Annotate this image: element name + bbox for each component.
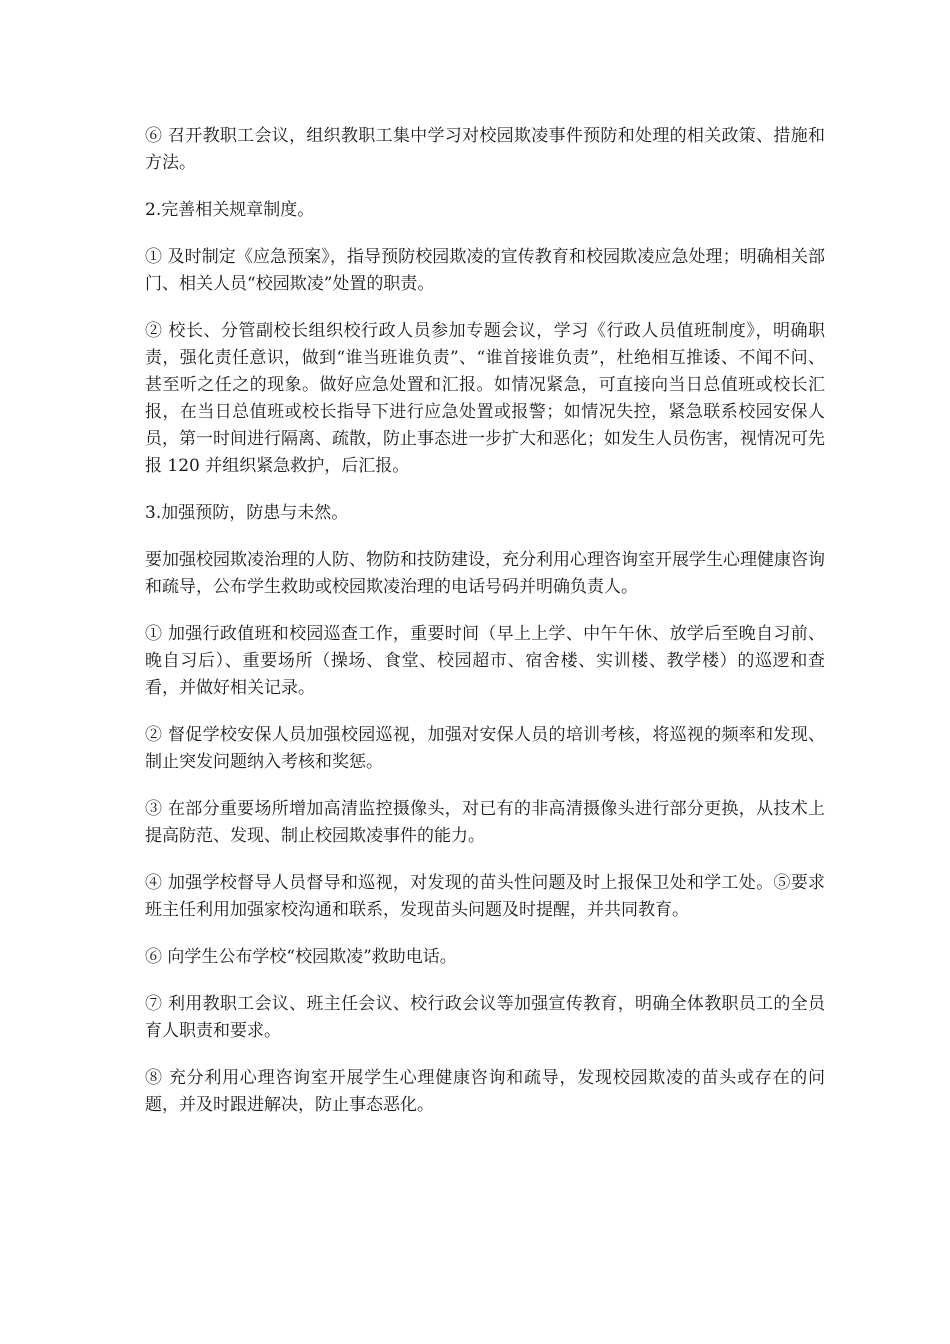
paragraph-item-6-hotline: ⑥ 向学生公布学校“校园欺凌”救助电话。	[145, 947, 457, 967]
paragraph-item-1-plan: ① 及时制定《应急预案》，指导预防校园欺凌的宣传教育和校园欺凌应急处理；明确相关部门、相关人员“校园欺凌”处置的职责。	[145, 247, 825, 294]
paragraph-item-4-supervision: ④ 加强学校督导人员督导和巡视，对发现的苗头性问题及时上报保卫处和学工处。⑤要求班主任利用加强家校沟通和联系，发现苗头问题及时提醒，并共同教育。	[145, 873, 825, 920]
paragraph-item-8-counseling: ⑧ 充分利用心理咨询室开展学生心理健康咨询和疏导，发现校园欺凌的苗头或存在的问题，并及时跟进解决，防止事态恶化。	[145, 1068, 825, 1115]
paragraph-item-1-patrol: ① 加强行政值班和校园巡查工作，重要时间（早上上学、中午午休、放学后至晚自习前、晚自习后）、重要场所（操场、食堂、校园超市、宿舍楼、实训楼、教学楼）的巡逻和查看，并做好相关记录。	[145, 624, 825, 698]
section-heading-3: 3.加强预防，防患与未然。	[145, 503, 349, 523]
document-body	[145, 123, 825, 1139]
paragraph-item-2-security: ② 督促学校安保人员加强校园巡视，加强对安保人员的培训考核，将巡视的频率和发现、制止突发问题纳入考核和奖惩。	[145, 725, 825, 772]
paragraph-item-7-education: ⑦ 利用教职工会议、班主任会议、校行政会议等加强宣传教育，明确全体教职员工的全员育人职责和要求。	[145, 994, 825, 1041]
paragraph-item-3-camera: ③ 在部分重要场所增加高清监控摄像头，对已有的非高清摄像头进行部分更换，从技术上提高防范、发现、制止校园欺凌事件的能力。	[145, 799, 825, 846]
section-heading-2: 2.完善相关规章制度。	[145, 200, 315, 220]
paragraph-item-2-duty: ② 校长、分管副校长组织校行政人员参加专题会议，学习《行政人员值班制度》，明确职责，强化责任意识，做到“谁当班谁负责”、“谁首接谁负责”，杜绝相互推诿、不闻不问、甚至听之任之的现象。做好应急处置和汇报。如情况紧急，可直接向当日总值班或校长汇报，在当日总值班或校长指导下进行应急处置或报警；如情况失控，紧急联系校园安保人员，第一时间进行隔离、疏散，防止事态进一步扩大和恶化；如发生人员伤害，视情况可先报 120 并组织紧急救护，后汇报。	[145, 321, 825, 476]
paragraph-intro-prevention: 要加强校园欺凌治理的人防、物防和技防建设，充分利用心理咨询室开展学生心理健康咨询和疏导，公布学生救助或校园欺凌治理的电话号码并明确负责人。	[145, 550, 825, 597]
paragraph-item-6-meeting: ⑥ 召开教职工会议，组织教职工集中学习对校园欺凌事件预防和处理的相关政策、措施和方法。	[145, 126, 825, 173]
